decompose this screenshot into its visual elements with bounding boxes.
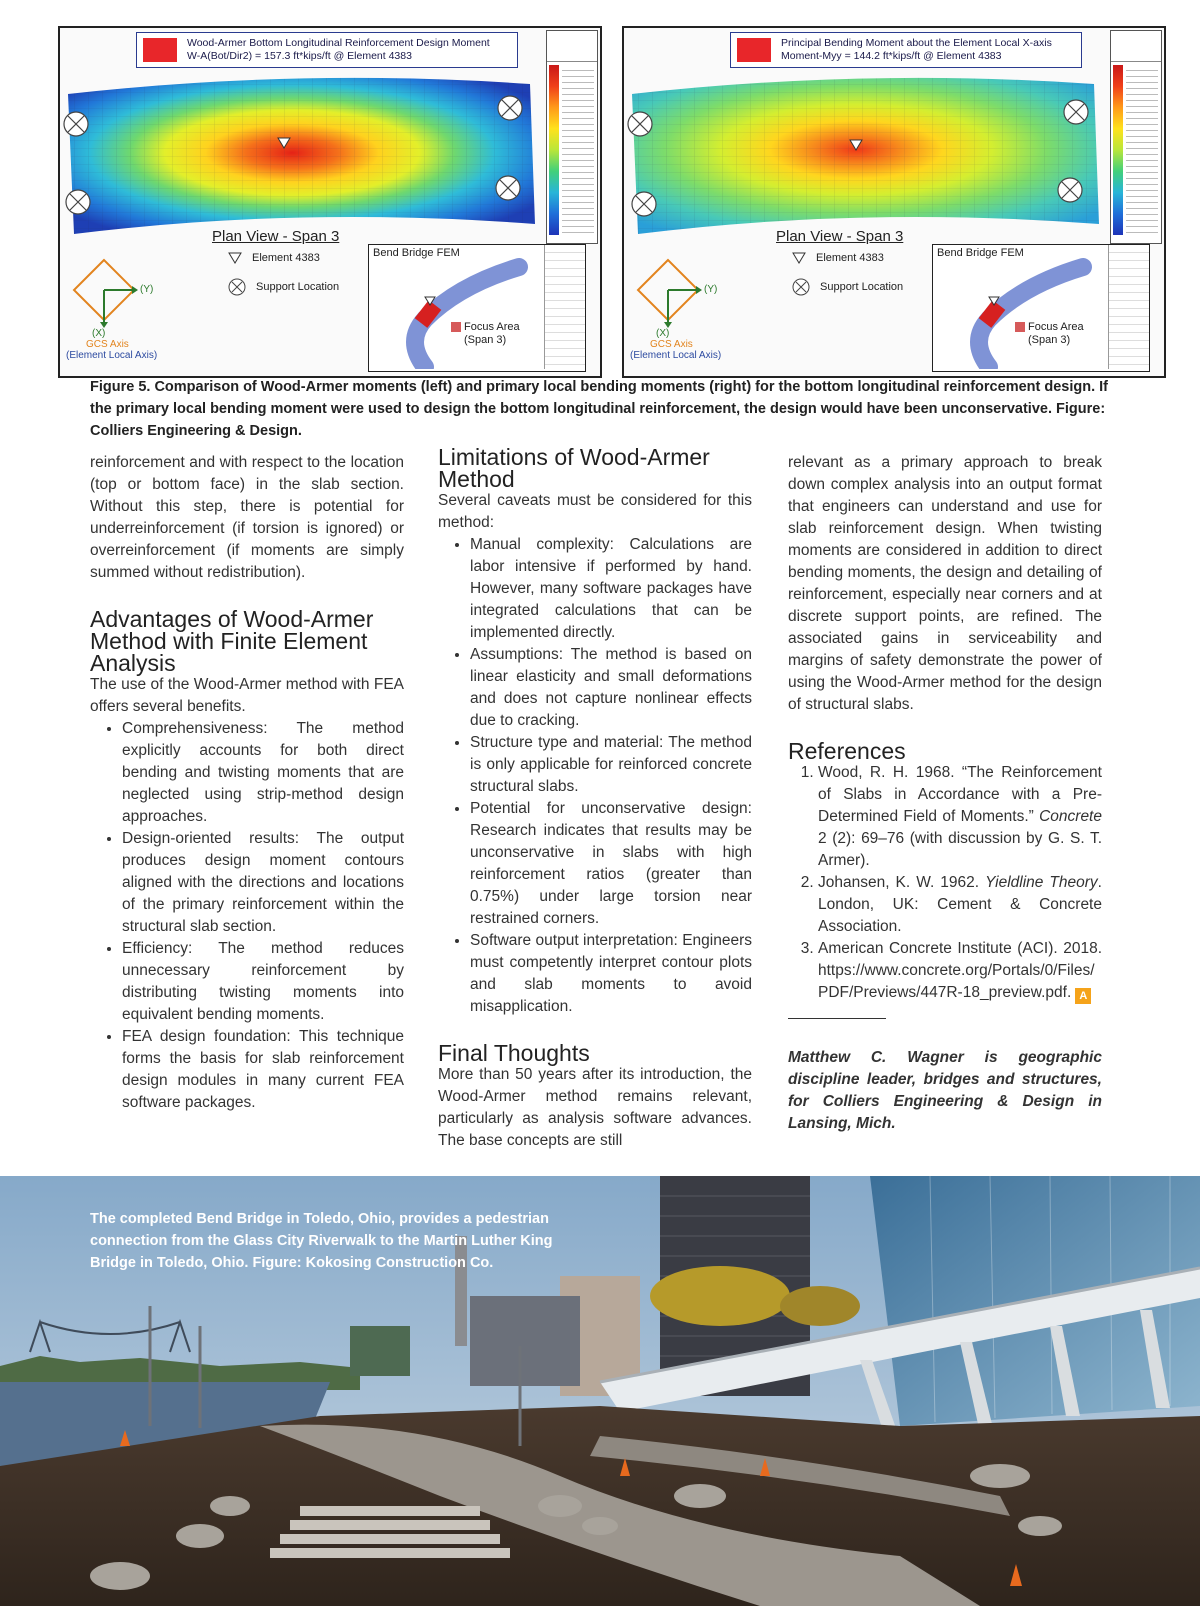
plan-view-title: Plan View - Span 3 bbox=[776, 228, 904, 245]
author-bio: Matthew C. Wagner is geographic discipline leader, bridges and structures, for Colliers Engineering & Design in Lansing, Mich. bbox=[788, 1049, 1102, 1132]
legend-box bbox=[730, 32, 1082, 68]
ref2-title: Yieldline Theory bbox=[985, 874, 1098, 891]
triangle-icon bbox=[228, 252, 242, 264]
column-3 bbox=[788, 452, 1102, 1135]
list-item: • Design-oriented results: The output produces design moment contours aligned with the directions and locations of the primary reinforcement within the structural slab section. bbox=[122, 828, 404, 938]
key-support bbox=[228, 278, 339, 296]
axis-y-label: (Y) bbox=[140, 284, 154, 295]
axis-diagram bbox=[628, 250, 748, 360]
focus-line-1: Focus Area bbox=[464, 321, 520, 333]
fem-title: Bend Bridge FEM bbox=[373, 247, 460, 259]
axis-diagram bbox=[64, 250, 184, 360]
reference-item bbox=[818, 872, 1102, 938]
list-item: • Manual complexity: Calculations are labor intensive if performed by hand. However, many software packages have integrated calculations that can be implemented directly. bbox=[470, 534, 752, 644]
axis-x-label: (X) bbox=[656, 328, 670, 339]
key-element bbox=[228, 252, 320, 264]
axis-y-label: (Y) bbox=[704, 284, 718, 295]
key-support-label: Support Location bbox=[256, 281, 340, 293]
fem-title: Bend Bridge FEM bbox=[937, 247, 1024, 259]
reference-item bbox=[818, 762, 1102, 872]
focus-line-1: Focus Area bbox=[1028, 321, 1084, 333]
bridge-plan-icon bbox=[369, 245, 545, 369]
focus-swatch bbox=[451, 322, 461, 332]
axis-caption: GCS Axis bbox=[86, 339, 129, 350]
legend-line-1: Principal Bending Moment about the Element Local X-axis bbox=[781, 37, 1052, 49]
legend-swatch bbox=[737, 38, 771, 62]
fem-inset bbox=[932, 244, 1150, 372]
limitations-heading: Limitations of Wood-Armer Method bbox=[438, 444, 710, 492]
legend-line-2: W-A(Bot/Dir2) = 157.3 ft*kips/ft @ Element 4383 bbox=[187, 50, 412, 62]
axis-x-label: (X) bbox=[92, 328, 106, 339]
legend-box bbox=[136, 32, 518, 68]
focus-swatch bbox=[1015, 322, 1025, 332]
axis-caption-2: (Element Local Axis) bbox=[630, 350, 722, 361]
legend-swatch bbox=[143, 38, 177, 62]
photo-caption: The completed Bend Bridge in Toledo, Ohio, provides a pedestrian connection from the Glass City Riverwalk to the Martin Luther King Bridge in Toledo, Ohio. Figure: Kokosing Construction Co. bbox=[90, 1211, 553, 1271]
ref3-text: American Concrete Institute (ACI). 2018. https://www.concrete.org/Portals/0/Files/PDF/Previews/447R-18_preview.pdf. bbox=[818, 940, 1102, 1001]
ref1-text-end: 2 (2): 69–76 (with discussion by G. S. T. Armer). bbox=[818, 830, 1102, 869]
column-1 bbox=[90, 452, 404, 1114]
bridge-plan-icon bbox=[933, 245, 1109, 369]
axis-icon bbox=[64, 250, 184, 340]
plan-view-title: Plan View - Span 3 bbox=[212, 228, 340, 245]
support-icon bbox=[792, 278, 810, 296]
col3-continued-paragraph: relevant as a primary approach to break down complex analysis into an output format that engineers can understand and use for slab reinforcement design. When twisting moments are considered in addition to direct bending moments, the design and detailing of reinforcement, especially near corners and at discrete support points, are refined. The associated gains in serviceability and margins of safety demonstrate the power of using the Wood-Armer method for the design of structural slabs. bbox=[788, 454, 1102, 713]
legend-line-2: Moment-Myy = 144.2 ft*kips/ft @ Element 4383 bbox=[781, 50, 1002, 62]
list-item: • Comprehensiveness: The method explicitly accounts for both direct bending and twisting moments that are neglected using strip-method design approaches. bbox=[122, 718, 404, 828]
end-mark-icon: A bbox=[1075, 988, 1091, 1004]
axis-icon bbox=[628, 250, 748, 340]
color-scale bbox=[546, 30, 598, 244]
fem-info-strip bbox=[1108, 245, 1149, 369]
col1-intro-paragraph: reinforcement and with respect to the location (top or bottom face) in the slab section. Without this step, there is potential for underreinforcement (if torsion is ignored) or overreinforcement (if moments are simply summed without redistribution). bbox=[90, 454, 404, 581]
ref2-text: Johansen, K. W. 1962. bbox=[818, 874, 986, 891]
focus-area bbox=[1015, 321, 1084, 347]
key-element bbox=[792, 252, 884, 264]
key-element-label: Element 4383 bbox=[816, 252, 884, 264]
focus-area bbox=[451, 321, 520, 347]
advantages-heading: Advantages of Wood-Armer Method with Finite Element Analysis bbox=[90, 606, 374, 676]
list-item: • Assumptions: The method is based on linear elasticity and small deformations and does not capture nonlinear effects due to cracking. bbox=[470, 644, 752, 732]
final-thoughts-heading: Final Thoughts bbox=[438, 1040, 590, 1066]
ref2-text-end: . London, UK: Cement & Concrete Association. bbox=[818, 874, 1102, 935]
divider bbox=[788, 1018, 886, 1019]
fem-info-strip bbox=[544, 245, 585, 369]
limitations-list bbox=[438, 534, 752, 1018]
ref1-text: Wood, R. H. 1968. “The Reinforcement of Slabs in Accordance with a Pre-Determined Field of Moments.” bbox=[818, 764, 1102, 825]
support-icon bbox=[228, 278, 246, 296]
axis-caption-2: (Element Local Axis) bbox=[66, 350, 158, 361]
axis-caption: GCS Axis bbox=[650, 339, 693, 350]
list-item: • Structure type and material: The method is only applicable for reinforced concrete structural slabs. bbox=[470, 732, 752, 798]
references-heading: References bbox=[788, 738, 906, 764]
figure-right-principal-moment bbox=[622, 26, 1166, 378]
list-item: • Software output interpretation: Engineers must competently interpret contour plots and slab moments to avoid misapplication. bbox=[470, 930, 752, 1018]
list-item: • FEA design foundation: This technique forms the basis for slab reinforcement design modules in many current FEA software packages. bbox=[122, 1026, 404, 1114]
legend-line-1: Wood-Armer Bottom Longitudinal Reinforcement Design Moment bbox=[187, 37, 490, 49]
key-support-label: Support Location bbox=[820, 281, 904, 293]
focus-line-2: (Span 3) bbox=[1028, 334, 1071, 346]
figure-caption: Figure 5. Comparison of Wood-Armer moments (left) and primary local bending moments (right) for the bottom longitudinal reinforcement design. If the primary local bending moment were used to design the bottom longitudinal reinforcement, the design would have been unconservative. Figure: Colliers Engineering & Design. bbox=[90, 379, 1109, 439]
focus-line-2: (Span 3) bbox=[464, 334, 507, 346]
reference-item bbox=[818, 938, 1102, 1004]
figure-left-wood-armer bbox=[58, 26, 602, 378]
final-thoughts-paragraph: More than 50 years after its introduction, the Wood-Armer method remains relevant, particularly as analysis software advances. The base concepts are still bbox=[438, 1066, 752, 1149]
key-support bbox=[792, 278, 903, 296]
ref1-journal: Concrete bbox=[1039, 808, 1102, 825]
key-element-label: Element 4383 bbox=[252, 252, 320, 264]
triangle-icon bbox=[792, 252, 806, 264]
list-item: • Efficiency: The method reduces unnecessary reinforcement by distributing twisting moments into equivalent bending moments. bbox=[122, 938, 404, 1026]
fem-inset bbox=[368, 244, 586, 372]
limitations-lead: Several caveats must be considered for this method: bbox=[438, 492, 752, 531]
column-2 bbox=[438, 446, 752, 1152]
advantages-list bbox=[90, 718, 404, 1114]
advantages-lead: The use of the Wood-Armer method with FEA offers several benefits. bbox=[90, 676, 404, 715]
list-item: • Potential for unconservative design: Research indicates that results may be unconservative in slabs with high reinforcement ratios (greater than 0.75%) under large torsion near restrained corners. bbox=[470, 798, 752, 930]
color-scale bbox=[1110, 30, 1162, 244]
references-list bbox=[788, 762, 1102, 1004]
